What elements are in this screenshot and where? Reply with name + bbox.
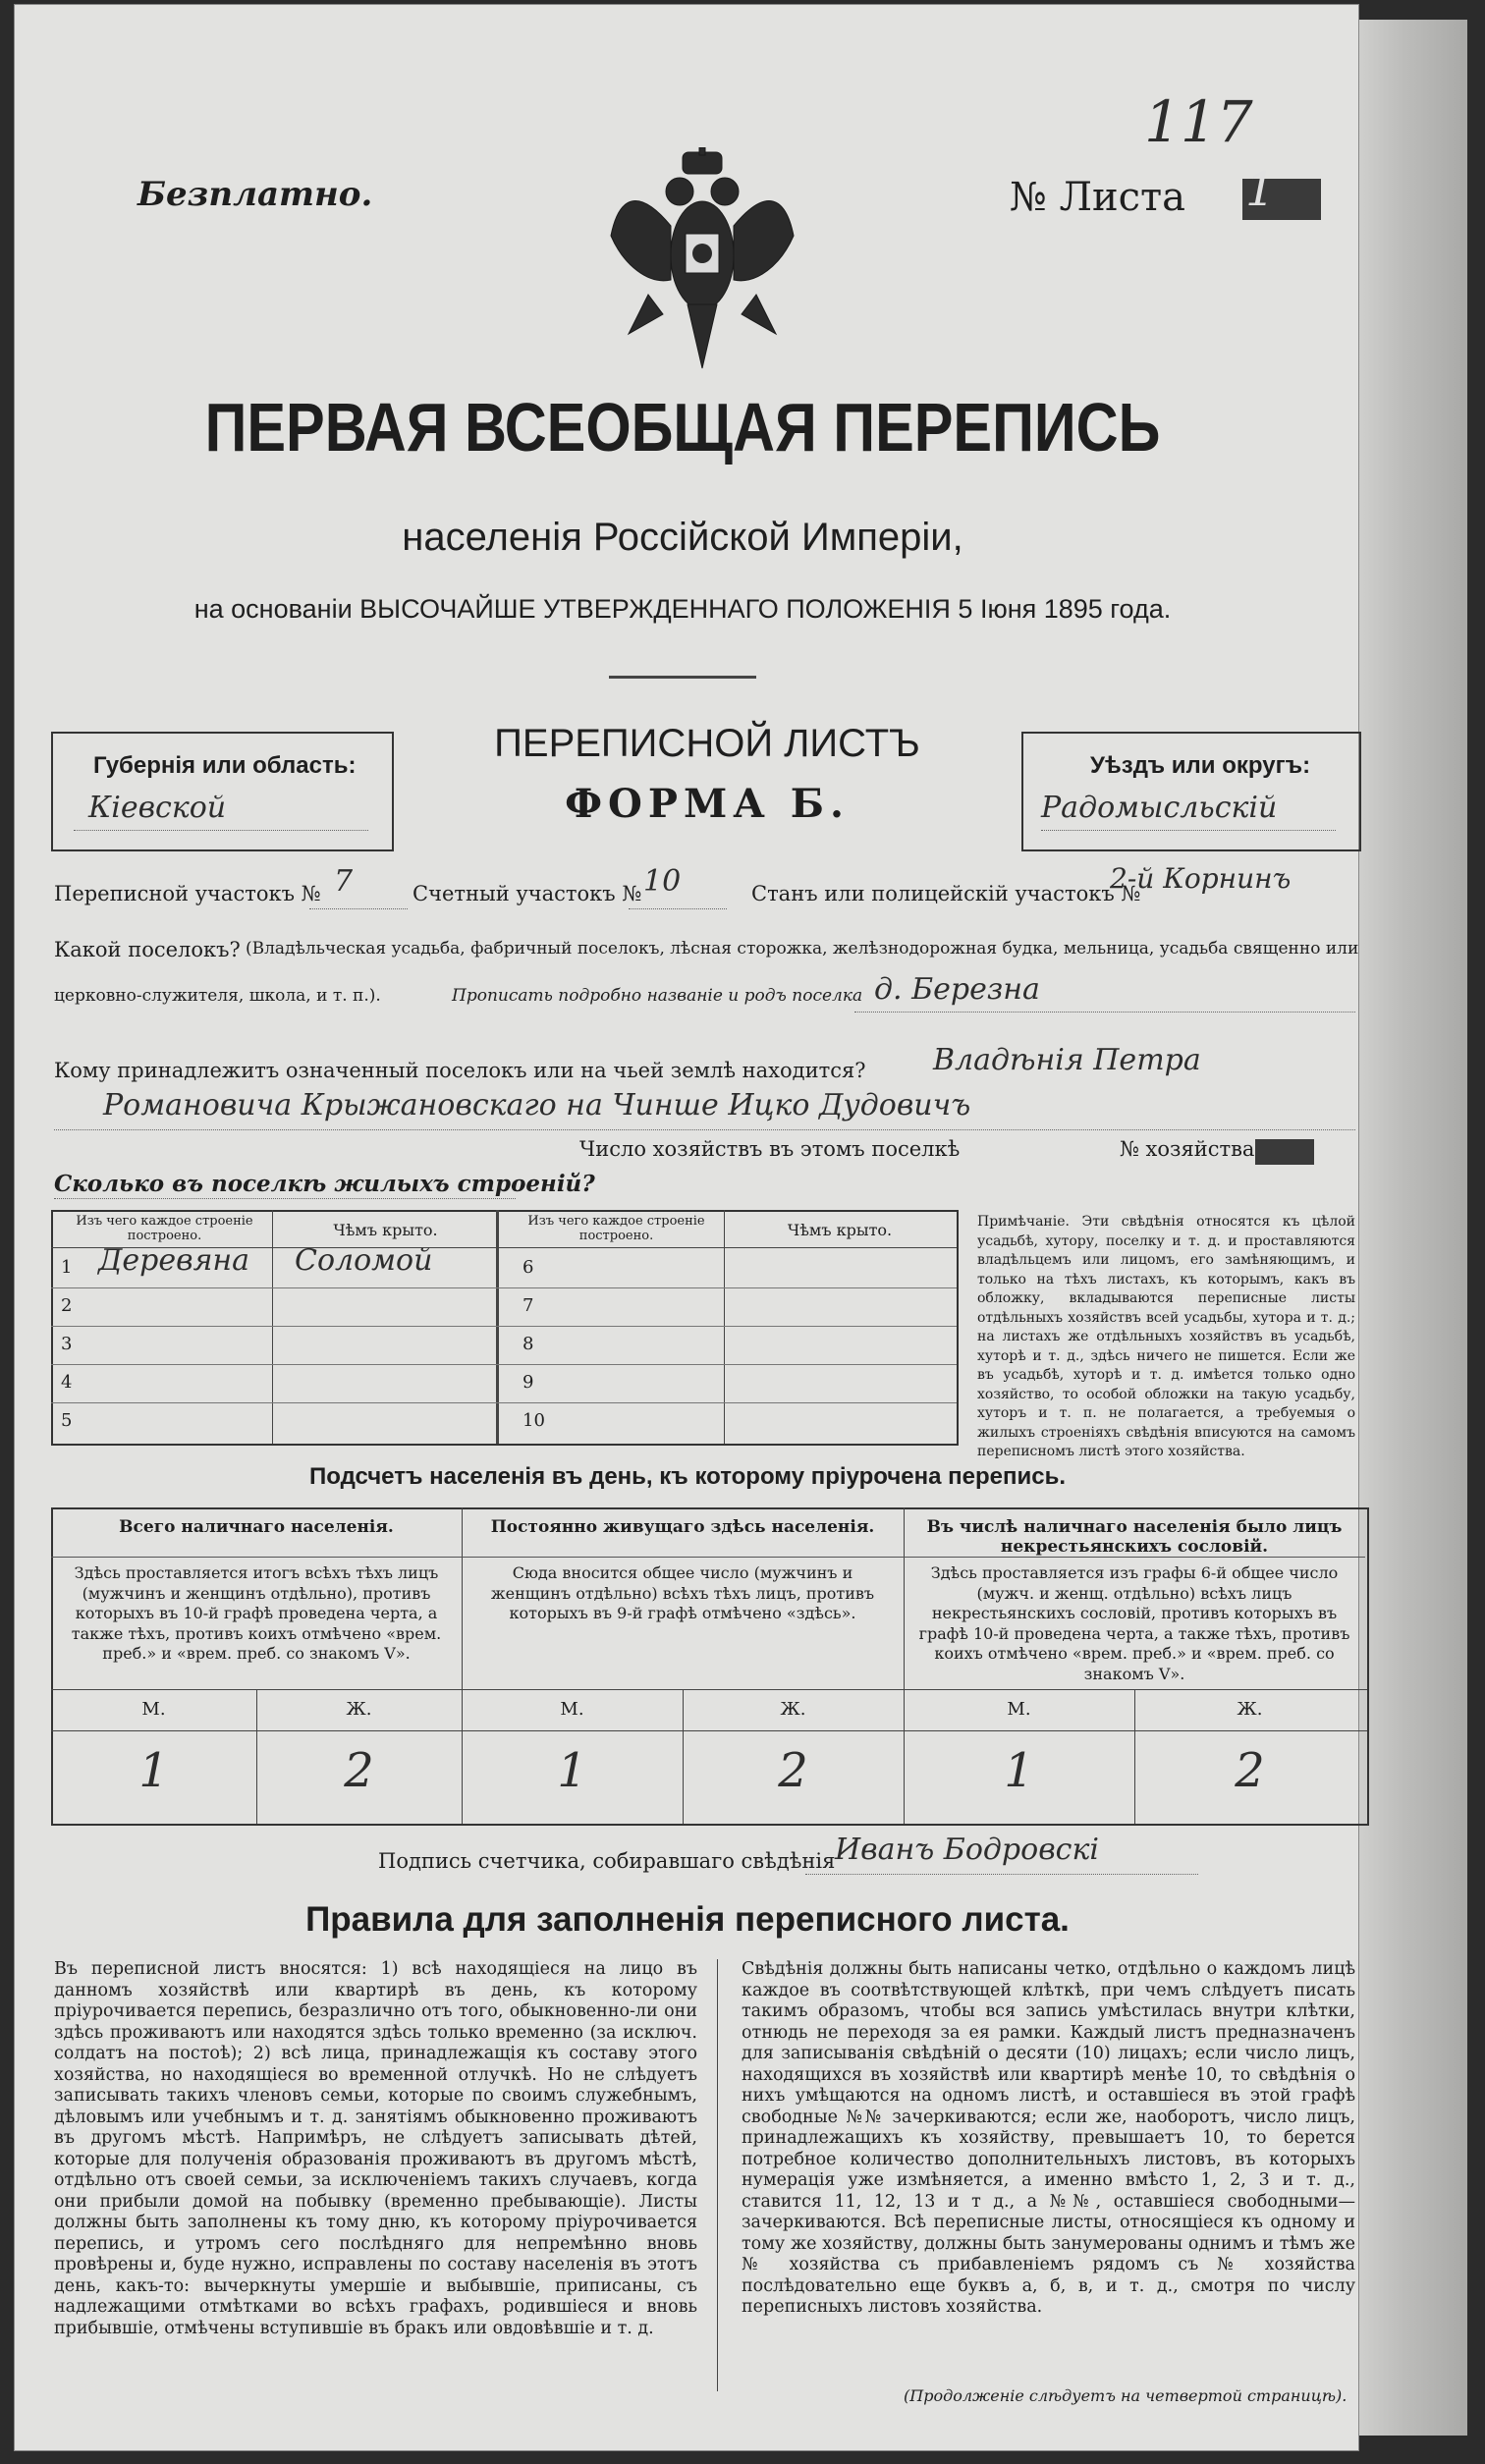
back-page-edge xyxy=(1359,20,1467,2436)
settlement-hint: (Владѣльческая усадьба, фабричный поселокъ, лѣсная сторожка, желѣзнодорожная будка, мельница, усадьба священно или xyxy=(246,939,1359,958)
census-section-label: Переписной участокъ № xyxy=(54,882,321,905)
gubernia-value: Кіевской xyxy=(88,791,227,825)
col-roof-left: Чѣмъ крыто. xyxy=(333,1221,438,1239)
census-section-value: 7 xyxy=(334,864,354,899)
female-count: 2 xyxy=(778,1743,808,1798)
census-subtitle: населенія Россійской Имперіи, xyxy=(402,516,963,559)
owner-value: Владѣнія Петра xyxy=(933,1043,1201,1077)
building-row-number: 4 xyxy=(61,1372,73,1393)
owner-label: Кому принадлежитъ означенный поселокъ или на чьей землѣ находится? xyxy=(54,1059,866,1082)
census-sheet-title: ПЕРЕПИСНОЙ ЛИСТЪ xyxy=(494,722,920,765)
buildings-label: Сколько въ поселкѣ жилыхъ строеній? xyxy=(54,1171,595,1197)
female-label: Ж. xyxy=(780,1699,806,1720)
building-row-number: 1 xyxy=(61,1257,73,1278)
uezd-value: Радомысльскій xyxy=(1041,791,1278,825)
census-title: ПЕРВАЯ ВСЕОБЩАЯ ПЕРЕПИСЬ xyxy=(204,389,1161,465)
imperial-eagle-emblem xyxy=(609,147,796,378)
building-row-number: 2 xyxy=(61,1295,73,1316)
sheet-number-value: 1 xyxy=(1245,162,1276,217)
corner-number: 117 xyxy=(1144,88,1253,155)
buildings-note: Примѣчаніе. Эти свѣдѣнія относятся къ цѣлой усадьбѣ, хутору, поселку и т. д. и проставляются владѣльцемъ или лицомъ, его замѣняющимъ, и только на тѣхъ листахъ, къ которымъ, какъ въ обложку, вкладываются переписные листы отдѣльныхъ хозяйствъ всей усадьбы, хутора и т. д.; на листахъ же отдѣльныхъ хозяйствъ въ усадьбѣ, хуторѣ и т. д., здѣсь ничего не пишется. Если же въ усадьбѣ, хуторѣ и т. д. имѣется только одно хозяйство, то особой обложки на такую усадьбу, хуторъ и т. п. не полагается, а требуемыя о жилыхъ строеніяхъ свѣдѣнія вписуются на самомъ переписномъ листѣ этого хозяйства. xyxy=(977,1214,1355,1459)
male-count: 1 xyxy=(138,1743,169,1798)
gubernia-label: Губернія или область: xyxy=(93,752,357,779)
household-no-label: № хозяйства xyxy=(1120,1137,1255,1161)
col-material-left: Изъ чего каждое строеніе построено. xyxy=(76,1214,253,1243)
rules-right: Свѣдѣнія должны быть написаны четко, отдѣльно о каждомъ лицѣ каждое въ соотвѣтствующей клѣткѣ, при чемъ слѣдуетъ писать такимъ образомъ, чтобы вся запись умѣстилась внутри клѣтки, отнюдь не переходя за ея рамки. Каждый листъ предназначенъ для записыванія свѣдѣній о десяти (10) лицахъ; если число лицъ, находящихся въ хозяйствѣ или квартирѣ менѣе 10, то свѣдѣнія о нихъ умѣщаются на одномъ листѣ, и оставшіеся въ этой графѣ свободные №№ зачеркиваются; если же, наоборотъ, число лицъ, принадлежащихъ къ хозяйству, превышаетъ 10, то берется потребное количество дополнительныхъ листовъ, въ которыхъ нумерація уже измѣняется, а именно вмѣсто 1, 2, 3 и т. д., ставится 11, 12, 13 и т д., а №№, оставшіеся свободными—зачеркиваются. Всѣ переписные листы, относящіеся къ одному и тому же хозяйству, должны быть занумерованы однимъ и тѣмъ же № хозяйства съ прибавленіемъ рядомъ съ № хозяйства послѣдовательно еще буквъ а, б, в, и т. д., смотря по числу переписныхъ листовъ хозяйства. xyxy=(742,1959,1355,2317)
uezd-label: Уѣздъ или округъ: xyxy=(1090,752,1311,779)
building-row-number: 6 xyxy=(522,1257,534,1278)
owner-value-2: Романовича Крыжановскаго на Чинше Ицко Дудовичъ xyxy=(103,1088,971,1122)
count-section-label: Счетный участокъ № xyxy=(412,882,642,905)
male-label: М. xyxy=(1007,1699,1031,1720)
building-row-number: 8 xyxy=(522,1334,534,1354)
female-label: Ж. xyxy=(1237,1699,1263,1720)
male-label: М. xyxy=(141,1699,166,1720)
building-row-number: 5 xyxy=(61,1410,73,1431)
population-column-text: Здѣсь проставляется итогъ всѣхъ тѣхъ лицъ (мужчинъ и женщинъ отдѣльно), противъ которыхъ въ 10-й графѣ проведена черта, а также тѣхъ, противъ коихъ отмѣчено «врем. преб.» и «врем. преб. со знакомъ V». xyxy=(71,1563,442,1663)
form-name: ФОРМА Б. xyxy=(565,781,850,827)
population-column-text: Сюда вносится общее число (мужчинъ и женщинъ отдѣльно) всѣхъ тѣхъ лицъ, противъ которыхъ въ 9-й графѣ отмѣчено «здѣсь». xyxy=(490,1563,875,1622)
settlement-hint-2: церковно-служителя, школа, и т. п.). xyxy=(54,986,381,1006)
female-count: 2 xyxy=(1235,1743,1265,1798)
male-count: 1 xyxy=(557,1743,587,1798)
free-label: Безплатно. xyxy=(138,175,373,214)
building-row-number: 10 xyxy=(522,1410,545,1431)
settlement-label: Какой поселокъ? xyxy=(54,938,241,961)
stan-label: Станъ или полицейскій участокъ № xyxy=(751,882,1141,905)
settlement-instruction: Прописать подробно названіе и родъ поселка xyxy=(452,986,863,1006)
building-row-number: 9 xyxy=(522,1372,534,1393)
col-material-right: Изъ чего каждое строеніе построено. xyxy=(527,1214,705,1243)
building-roof: Соломой xyxy=(295,1243,433,1278)
male-count: 1 xyxy=(1004,1743,1034,1798)
stan-value: 2-й Корнинъ xyxy=(1110,862,1292,895)
sheet-number-label: № Листа xyxy=(1010,175,1185,220)
female-count: 2 xyxy=(344,1743,374,1798)
households-label: Число хозяйствъ въ этомъ поселкѣ xyxy=(579,1137,961,1161)
rules-continued: (Продолженіе слѣдуетъ на четвертой страницѣ). xyxy=(904,2386,1348,2405)
signature-value: Иванъ Бодровскі xyxy=(835,1833,1099,1867)
col-roof-right: Чѣмъ крыто. xyxy=(787,1221,893,1239)
count-section-value: 10 xyxy=(643,864,682,899)
male-label: М. xyxy=(560,1699,584,1720)
census-basis: на основаніи ВЫСОЧАЙШЕ УТВЕРЖДЕННАГО ПОЛОЖЕНІЯ 5 Іюня 1895 года. xyxy=(193,594,1172,624)
building-row-number: 7 xyxy=(522,1295,534,1316)
building-material: Деревяна xyxy=(98,1243,250,1278)
population-column-text: Здѣсь проставляется изъ графы 6-й общее число (мужч. и женщ. отдѣльно) всѣхъ лицъ некрестьянскихъ сословій, противъ которыхъ въ графѣ 10-й проведена черта, а также тѣхъ, противъ коихъ отмѣчено «врем. преб.» и «врем. преб. со знакомъ V». xyxy=(918,1563,1350,1683)
settlement-value: д. Березна xyxy=(874,972,1040,1007)
population-column-heading: Въ числѣ наличнаго населенія было лицъ некрестьянскихъ сословій. xyxy=(926,1517,1343,1557)
household-no-box xyxy=(1255,1139,1314,1165)
population-column-heading: Постоянно живущаго здѣсь населенія. xyxy=(490,1517,875,1537)
population-column-heading: Всего наличнаго населенія. xyxy=(119,1517,394,1537)
population-title: Подсчетъ населенія въ день, къ которому пріурочена перепись. xyxy=(309,1463,1066,1490)
female-label: Ж. xyxy=(346,1699,372,1720)
rules-left: Въ переписной листъ вносятся: 1) всѣ находящіеся на лицо въ данномъ хозяйствѣ или квартирѣ въ день, къ которому пріурочивается перепись, безразлично отъ того, обыкновенно-ли они здѣсь проживаютъ или находятся здѣсь только временно (за исключ. солдатъ на постоѣ); 2) всѣ лица, принадлежащія къ составу этого хозяйства, но находящіеся во временной отлучкѣ. Но не слѣдуетъ записывать такихъ членовъ семьи, которые по своимъ служебнымъ, дѣловымъ или учебнымъ и т. д. занятіямъ обыкновенно проживаютъ въ другомъ мѣстѣ. Напримѣръ, не слѣдуетъ записывать дѣтей, которые для полученія образованія проживаютъ въ другомъ мѣстѣ, отдѣльно отъ своей семьи, за исключеніемъ такихъ случаевъ, когда они прибыли домой на побывку (временно пребывающіе). Листы должны быть заполнены къ тому дню, къ которому пріурочивается перепись, и утромъ сего послѣдняго для непремѣнно вновь провѣрены и, буде нужно, исправлены по составу населенія въ этотъ день, какъ-то: вычеркнуты умершіе и выбывшіе, приписаны, съ надлежащими отмѣтками во всѣхъ графахъ, родившіеся и вновь прибывшіе, отмѣчены вступившіе въ бракъ или овдовѣвшіе и т. д. xyxy=(54,1959,697,2338)
title-divider xyxy=(609,676,756,679)
rules-title: Правила для заполненія переписного листа. xyxy=(305,1900,1070,1939)
signature-label: Подпись счетчика, собиравшаго свѣдѣнія xyxy=(378,1849,836,1873)
building-row-number: 3 xyxy=(61,1334,73,1354)
